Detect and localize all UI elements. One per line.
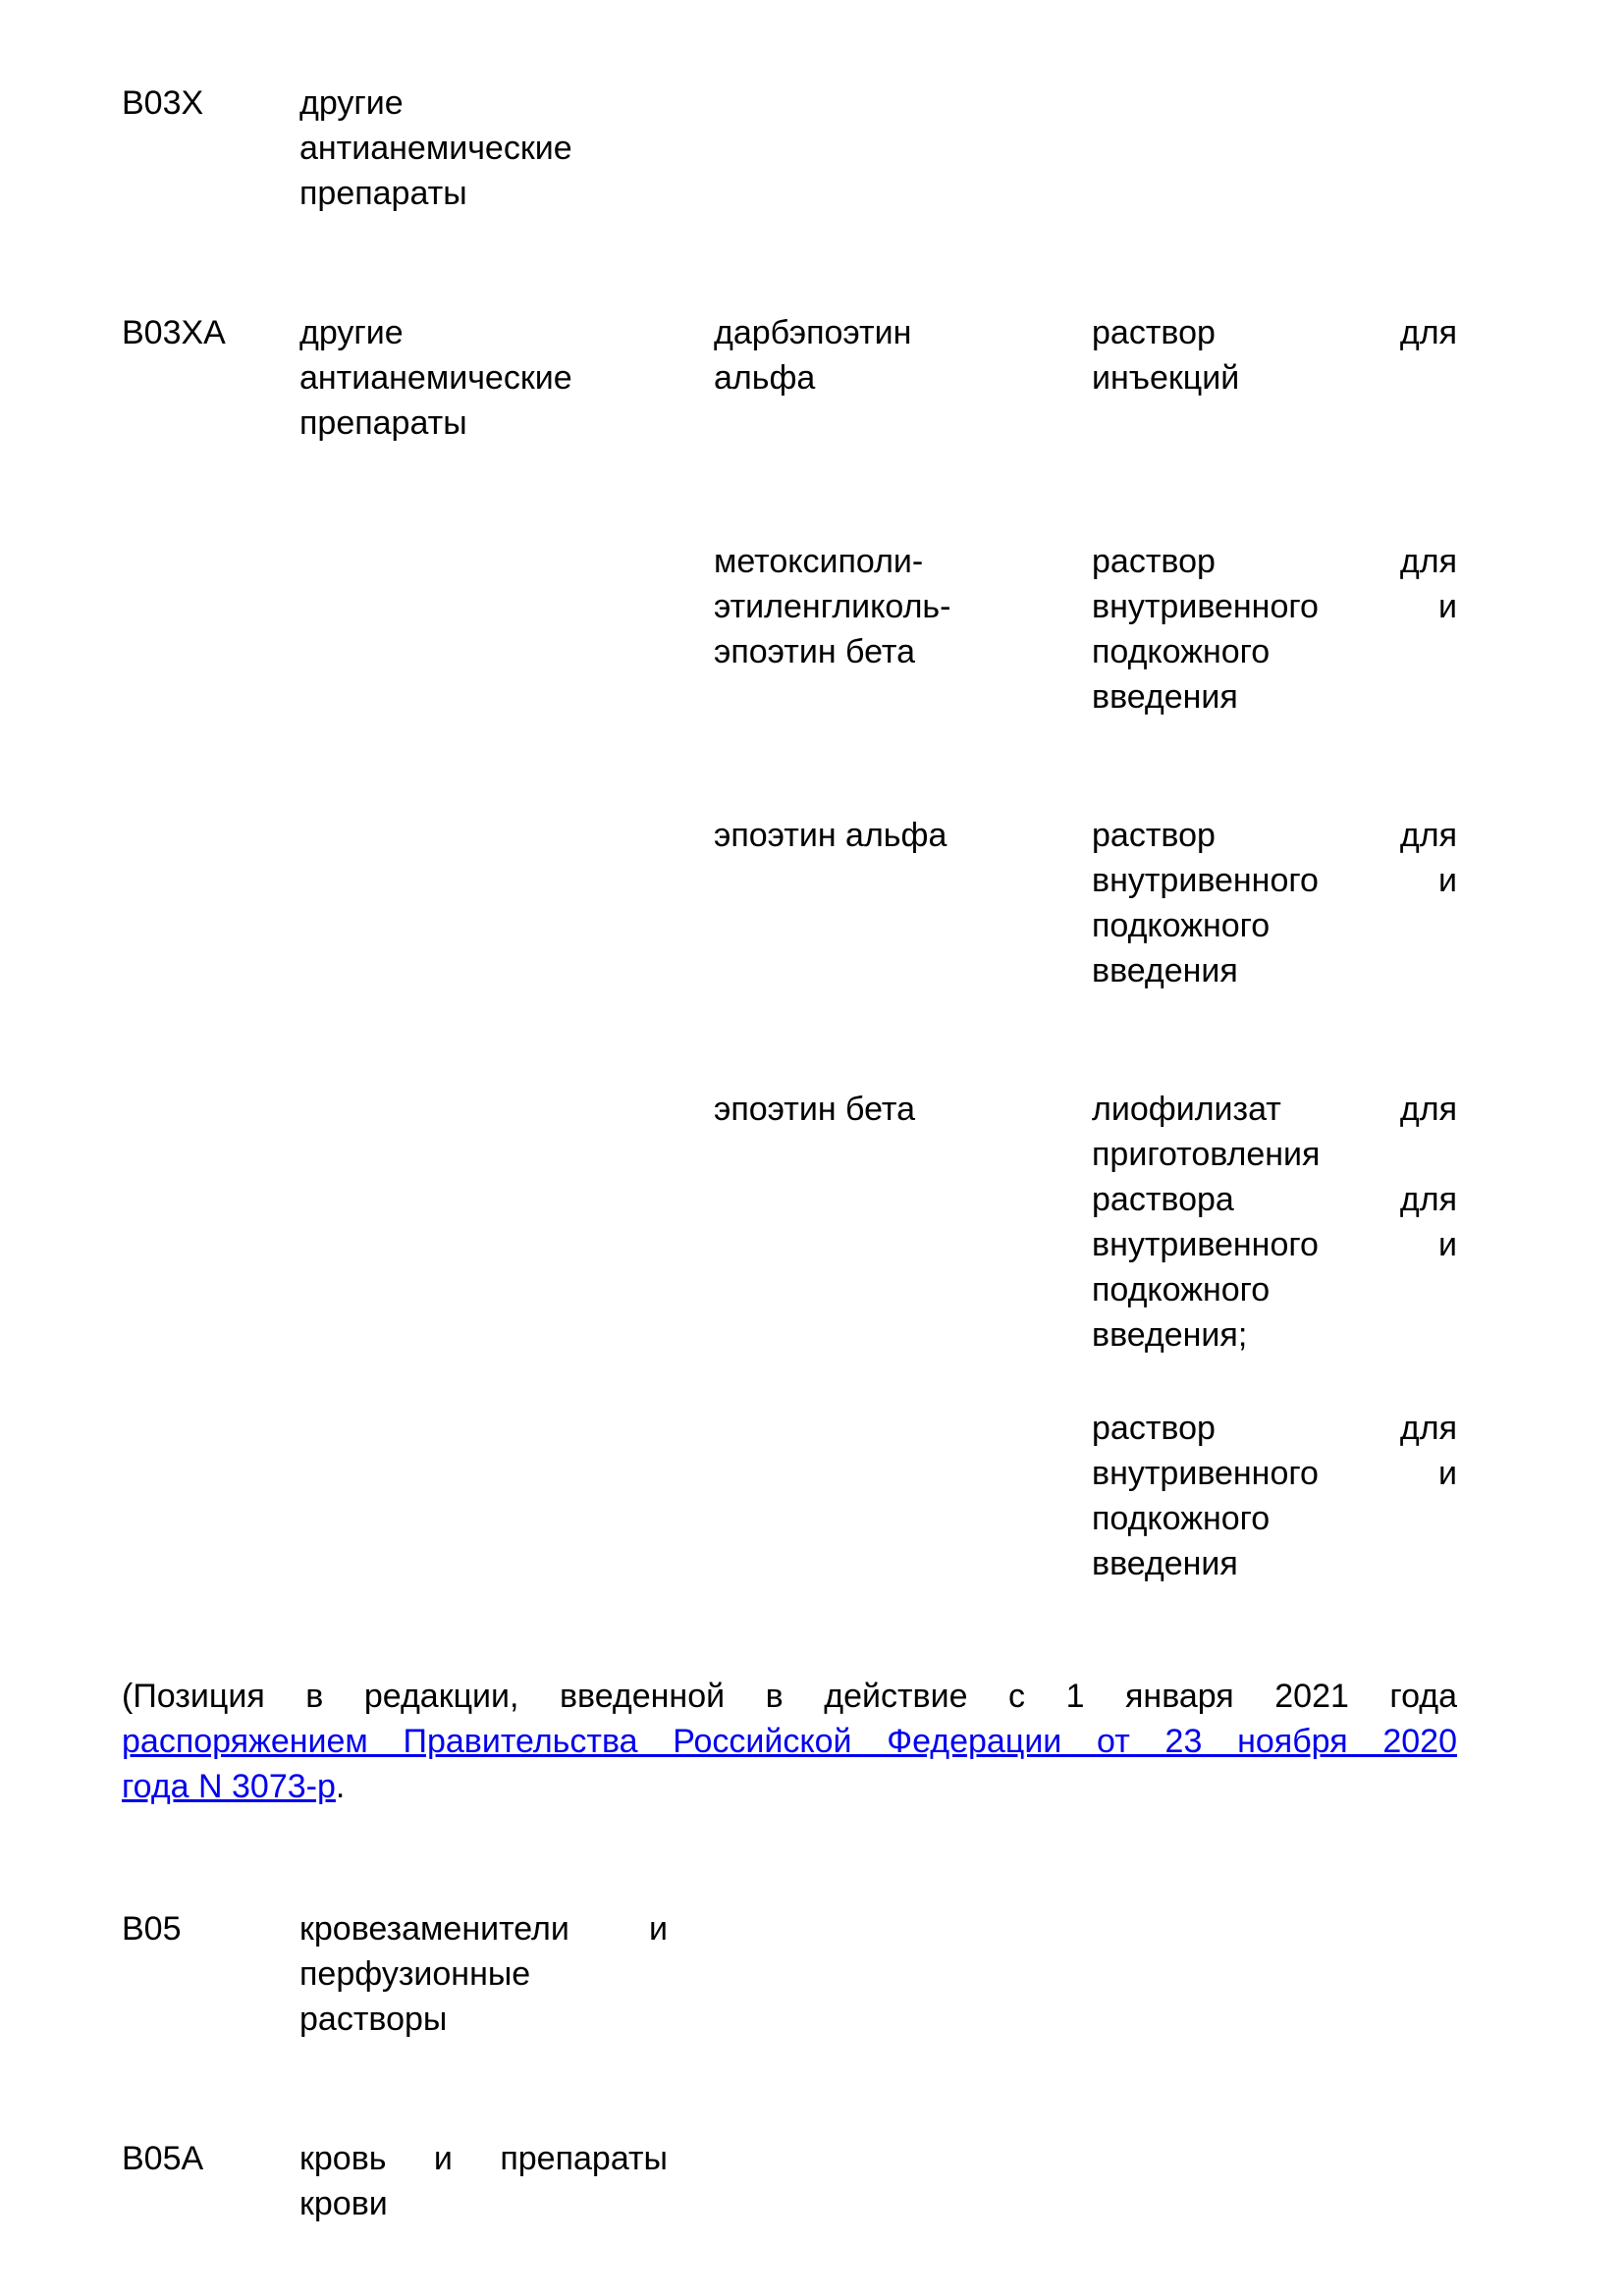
atc-code [122,2136,279,2181]
dosage-form-line: внутривенного и [1092,1226,1457,1263]
group-name-line: препараты [299,404,467,442]
atc-code-text: B05A [122,2140,204,2177]
dosage-form-line: приготовления [1092,1136,1321,1173]
atc-code [122,1906,279,1951]
group-name-line: антианемические [299,359,572,397]
drug-inn-line: альфа [714,359,816,397]
dosage-form [1092,813,1457,993]
atc-code [122,80,279,126]
dosage-form-line: введения [1092,952,1238,989]
note-link-line [122,1719,1457,1764]
drug-inn [714,539,1038,674]
group-name-line: антианемические [299,130,572,167]
group-name-line: кровезаменители и [299,1910,668,1948]
dosage-form-line: раствор для [1092,817,1457,854]
atc-group-name [299,310,673,446]
drug-inn-line: эпоэтин бета [714,633,916,670]
decree-link[interactable]: распоряжением Правительства Российской Федерации от 23 ноября 2020 [122,1723,1457,1760]
dosage-form [1092,1406,1457,1586]
group-name-line: другие [299,314,404,351]
drug-inn-line: метоксиполи- [714,543,924,580]
decree-link[interactable]: года N 3073-р [122,1768,336,1805]
dosage-form-line: инъекций [1092,359,1240,397]
group-name-line: кровь и препараты [299,2140,668,2177]
atc-code-text: B03XA [122,314,226,351]
dosage-form-line: раствора для [1092,1181,1457,1218]
drug-inn [714,813,1038,858]
atc-group-name [299,1906,668,2042]
dosage-form-line: подкожного [1092,633,1271,670]
group-name-line: другие [299,84,404,122]
dosage-form [1092,1087,1457,1358]
atc-group-name [299,80,673,216]
dosage-form-line: внутривенного и [1092,588,1457,625]
atc-group-name [299,2136,668,2226]
dosage-form-line: введения; [1092,1316,1248,1354]
dosage-form-line: раствор для [1092,314,1457,351]
amendment-note [122,1674,1457,1809]
atc-code [122,310,279,355]
drug-inn-line: эпоэтин альфа [714,817,947,854]
dosage-form-line: раствор для [1092,1410,1457,1447]
note-suffix: . [335,1768,346,1805]
dosage-form-line: подкожного [1092,907,1271,944]
dosage-form [1092,539,1457,720]
dosage-form-line: лиофилизат для [1092,1091,1457,1128]
drug-inn [714,1087,1038,1132]
group-name-line: растворы [299,2001,448,2038]
drug-inn-line: дарбэпоэтин [714,314,912,351]
note-link-line [122,1764,1457,1809]
dosage-form-line: подкожного [1092,1500,1271,1537]
dosage-form-line: раствор для [1092,543,1457,580]
group-name-line: препараты [299,175,467,212]
dosage-form-line: подкожного [1092,1271,1271,1308]
dosage-form-line: введения [1092,678,1238,716]
drug-inn [714,310,1038,400]
group-name-line: перфузионные [299,1955,531,1993]
group-name-line: крови [299,2185,388,2222]
dosage-form-line: введения [1092,1545,1238,1582]
dosage-form-line: внутривенного и [1092,862,1457,899]
atc-code-text: B03X [122,84,204,122]
drug-inn-line: этиленгликоль- [714,588,951,625]
dosage-form-line: внутривенного и [1092,1455,1457,1492]
note-prefix: (Позиция в редакции, введенной в действие с 1 января 2021 года [122,1678,1457,1715]
drug-inn-line: эпоэтин бета [714,1091,916,1128]
dosage-form [1092,310,1457,400]
atc-code-text: B05 [122,1910,182,1948]
